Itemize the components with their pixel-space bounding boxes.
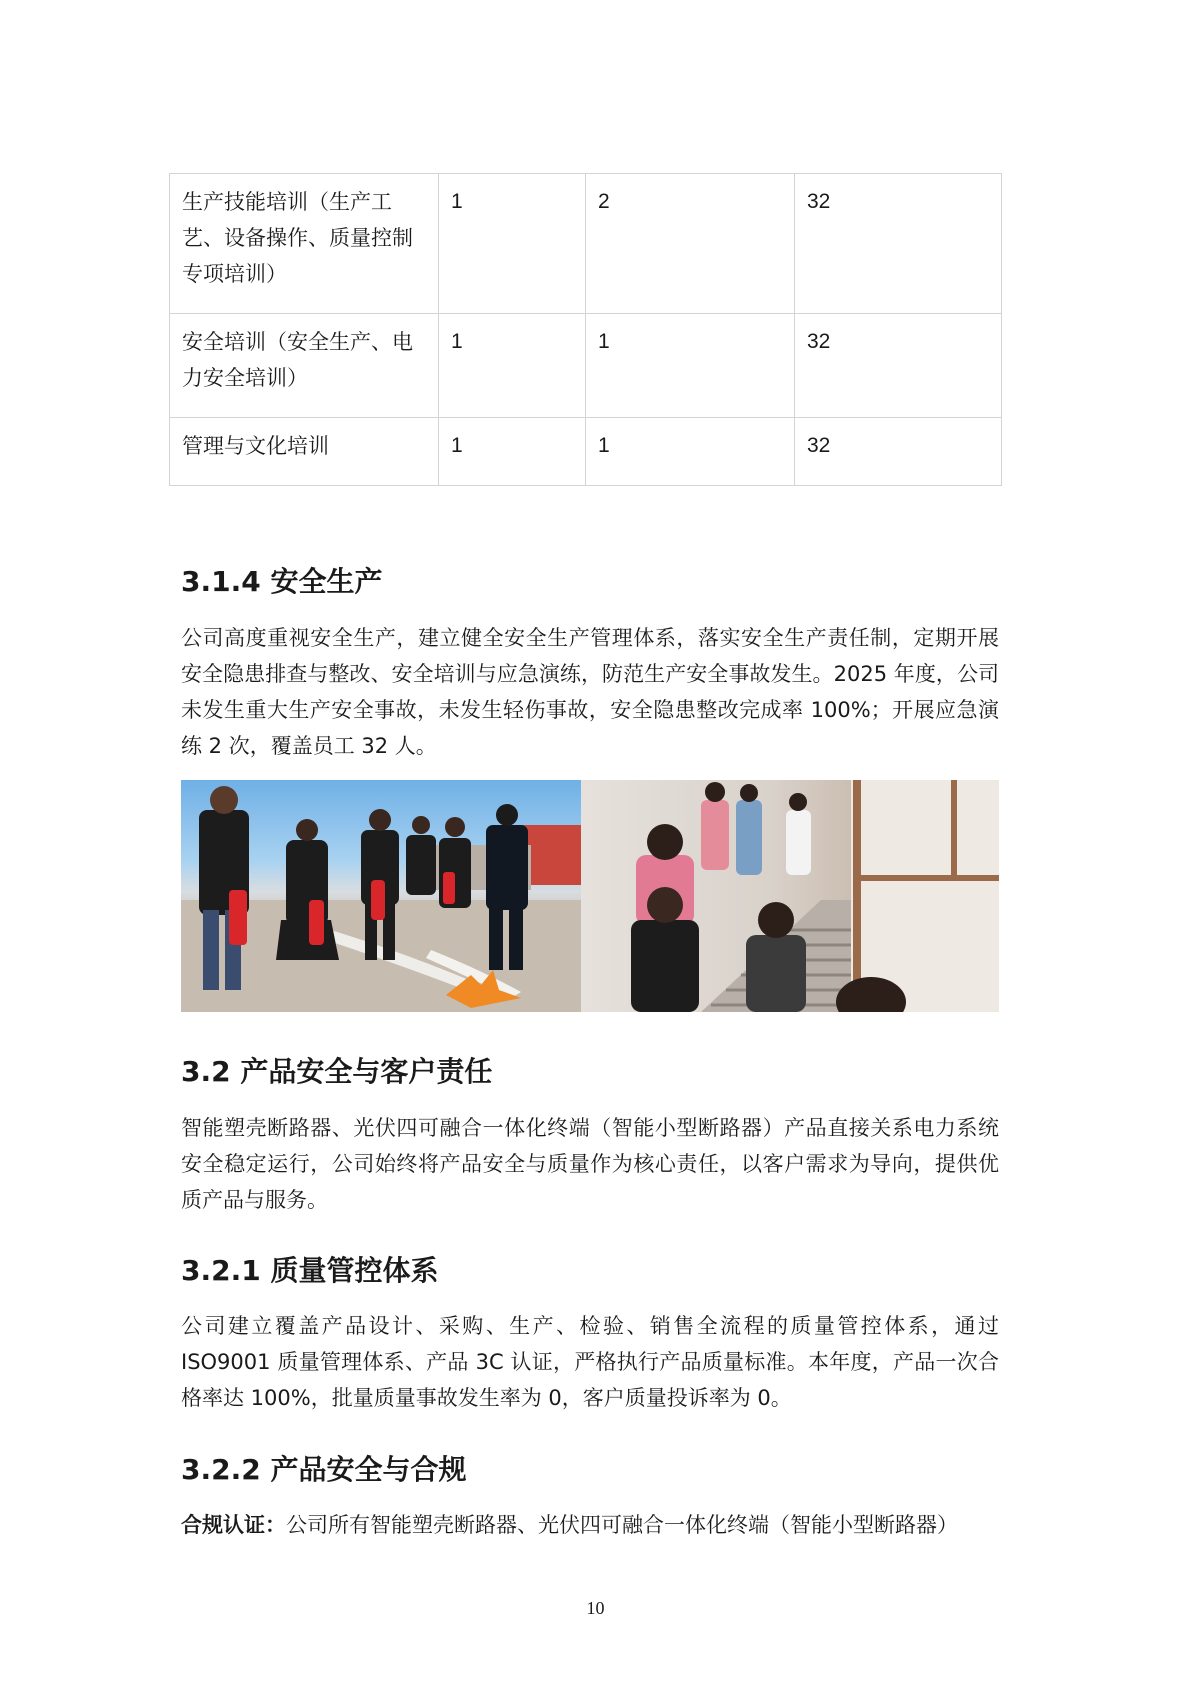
table-cell: 32 [795, 418, 1002, 486]
table-row [170, 174, 1002, 314]
table-cell-name: 生产技能培训（生产工艺、设备操作、质量控制专项培训） [170, 174, 439, 314]
section-heading-3-2-1: 3.2.1 质量管控体系 [181, 1254, 439, 1287]
section-heading-3-2-2: 3.2.2 产品安全与合规 [181, 1453, 467, 1486]
table-cell: 1 [439, 418, 586, 486]
compliance-lead-text: 公司所有智能塑壳断路器、光伏四可融合一体化终端（智能小型断路器） [286, 1513, 958, 1537]
table-cell: 32 [795, 174, 1002, 314]
table-cell: 1 [586, 418, 795, 486]
section-paragraph-3-1-4: 公司高度重视安全生产，建立健全安全生产管理体系，落实安全生产责任制，定期开展安全隐患排查与整改、安全培训与应急演练，防范生产安全事故发生。2025 年度，公司未发生重大生产安全事故，未发生轻伤事故，安全隐患整改完成率 100%；开展应急演练 2 次，覆盖员工 32 人。 [181, 626, 999, 758]
section-paragraph-3-2: 智能塑壳断路器、光伏四可融合一体化终端（智能小型断路器）产品直接关系电力系统安全稳定运行，公司始终将产品安全与质量作为核心责任，以客户需求为导向，提供优质产品与服务。 [181, 1116, 999, 1212]
table-cell: 1 [439, 314, 586, 418]
page-number: 10 [586, 1598, 605, 1618]
fire-drill-photo [181, 780, 581, 1012]
section-paragraph-3-2-2 [181, 1507, 999, 1543]
evacuation-drill-illustration [581, 780, 999, 1012]
table-cell: 1 [586, 314, 795, 418]
table-row [170, 314, 1002, 418]
section-heading-3-1-4: 3.1.4 安全生产 [181, 565, 383, 598]
table-row [170, 418, 1002, 486]
training-table [169, 173, 1002, 486]
table-cell: 1 [439, 174, 586, 314]
table-cell: 2 [586, 174, 795, 314]
section-paragraph-3-2-1: 公司建立覆盖产品设计、采购、生产、检验、销售全流程的质量管控体系，通过ISO9001 质量管理体系、产品 3C 认证，严格执行产品质量标准。本年度，产品一次合格率达 100%，批量质量事故发生率为 0，客户质量投诉率为 0。 [181, 1314, 999, 1410]
table-cell-name: 安全培训（安全生产、电力安全培训） [170, 314, 439, 418]
evacuation-drill-photo [581, 780, 999, 1012]
section-heading-3-2: 3.2 产品安全与客户责任 [181, 1055, 493, 1088]
compliance-lead-label: 合规认证： [181, 1513, 286, 1537]
fire-drill-illustration [181, 780, 581, 1012]
table-cell-name: 管理与文化培训 [170, 418, 439, 486]
table-cell: 32 [795, 314, 1002, 418]
